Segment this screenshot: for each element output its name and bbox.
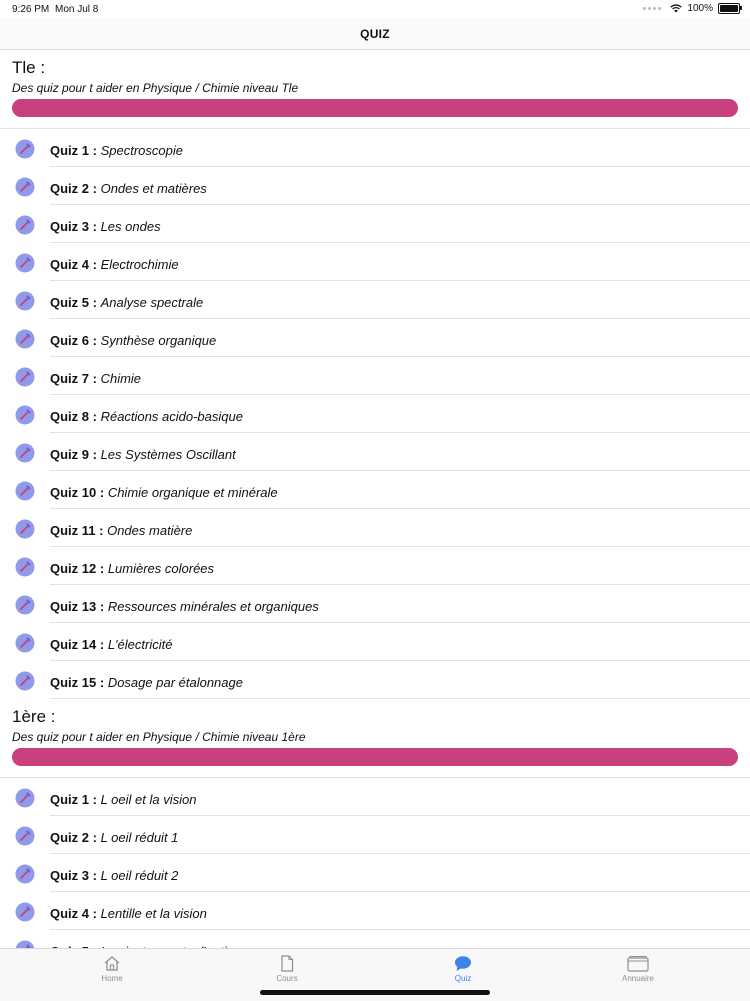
quiz-label xyxy=(50,907,207,921)
quiz-label xyxy=(50,600,319,614)
battery-icon xyxy=(718,3,740,14)
quiz-number: Quiz 8 : xyxy=(50,409,97,424)
quiz-icon xyxy=(15,481,35,501)
quiz-section xyxy=(0,699,750,778)
quiz-icon xyxy=(15,826,35,846)
quiz-list-item[interactable] xyxy=(0,471,750,509)
quiz-topic: Chimie organique et minérale xyxy=(107,485,278,500)
document-icon xyxy=(280,955,294,972)
quiz-number: Quiz 3 : xyxy=(50,868,97,883)
quiz-number: Quiz 13 : xyxy=(50,599,105,614)
quiz-number: Quiz 9 : xyxy=(50,447,97,462)
section-header xyxy=(0,699,750,766)
status-bar xyxy=(0,0,750,18)
quiz-list-item[interactable] xyxy=(0,357,750,395)
tab-label: Quiz xyxy=(454,974,472,983)
quiz-icon xyxy=(15,902,35,922)
page-title: QUIZ xyxy=(360,27,390,41)
quiz-topic: L oeil réduit 1 xyxy=(100,830,179,845)
section-progress-bar xyxy=(12,99,738,117)
quiz-label xyxy=(50,372,141,386)
quiz-topic: Electrochimie xyxy=(100,257,179,272)
quiz-list[interactable] xyxy=(0,50,750,948)
quiz-number: Quiz 1 : xyxy=(50,143,97,158)
quiz-label xyxy=(50,334,216,348)
multitasking-dots-icon xyxy=(643,7,661,10)
quiz-list-item[interactable] xyxy=(0,205,750,243)
quiz-icon xyxy=(15,253,35,273)
quiz-label xyxy=(50,220,161,234)
quiz-list-item[interactable] xyxy=(0,319,750,357)
quiz-label xyxy=(50,524,192,538)
quiz-icon xyxy=(15,788,35,808)
quiz-topic: Ondes et matières xyxy=(100,181,207,196)
quiz-icon xyxy=(15,405,35,425)
quiz-label xyxy=(50,182,207,196)
quiz-label xyxy=(50,793,196,807)
quiz-number: Quiz 2 : xyxy=(50,181,97,196)
quiz-topic: L oeil réduit 2 xyxy=(100,868,179,883)
quiz-icon xyxy=(15,139,35,159)
quiz-number: Quiz 14 : xyxy=(50,637,105,652)
quiz-number: Quiz 2 : xyxy=(50,830,97,845)
quiz-icon xyxy=(15,864,35,884)
quiz-topic: Lumières colorées xyxy=(107,561,215,576)
quiz-number: Quiz 6 : xyxy=(50,333,97,348)
quiz-label xyxy=(50,296,203,310)
quiz-list-item[interactable] xyxy=(0,623,750,661)
quiz-topic: Dosage par étalonnage xyxy=(107,675,243,690)
section-subtitle: Des quiz pour t aider en Physique / Chimie niveau Tle xyxy=(12,81,299,95)
section-title: 1ère : xyxy=(12,707,56,726)
quiz-label xyxy=(50,410,243,424)
quiz-number: Quiz 12 : xyxy=(50,561,105,576)
quiz-icon xyxy=(15,633,35,653)
quiz-topic: L'électricité xyxy=(107,637,173,652)
quiz-icon xyxy=(15,329,35,349)
tab-annuaire[interactable] xyxy=(588,955,688,983)
status-indicators xyxy=(643,3,740,14)
row-divider xyxy=(50,698,750,699)
quiz-label xyxy=(50,831,178,845)
quiz-list-item[interactable] xyxy=(0,167,750,205)
quiz-number: Quiz 5 : xyxy=(50,295,97,310)
quiz-list-item[interactable] xyxy=(0,243,750,281)
quiz-topic: Chimie xyxy=(100,371,142,386)
quiz-number: Quiz 4 : xyxy=(50,257,97,272)
quiz-topic: Ressources minérales et organiques xyxy=(107,599,319,614)
quiz-topic: Spectroscopie xyxy=(100,143,183,158)
home-icon xyxy=(103,955,121,972)
quiz-topic: Les ondes xyxy=(100,219,161,234)
quiz-list-item[interactable] xyxy=(0,661,750,699)
navigation-bar xyxy=(0,18,750,50)
section-progress-bar xyxy=(12,748,738,766)
home-indicator xyxy=(260,990,490,995)
tab-label: Home xyxy=(101,974,123,983)
quiz-icon xyxy=(15,291,35,311)
quiz-number: Quiz 15 : xyxy=(50,675,105,690)
quiz-topic: Réactions acido-basique xyxy=(100,409,243,424)
quiz-topic: Analyse spectrale xyxy=(100,295,204,310)
quiz-number: Quiz 4 : xyxy=(50,906,97,921)
tab-label: Annuaire xyxy=(621,974,655,983)
quiz-list-item[interactable] xyxy=(0,854,750,892)
quiz-label xyxy=(50,869,178,883)
tab-quiz[interactable] xyxy=(413,955,513,983)
quiz-number: Quiz 3 : xyxy=(50,219,97,234)
divider xyxy=(0,766,750,778)
battery-percent: 100% xyxy=(687,3,713,14)
quiz-list-item[interactable] xyxy=(0,816,750,854)
divider xyxy=(0,117,750,129)
quiz-number: Quiz 10 : xyxy=(50,485,105,500)
quiz-number: Quiz 11 : xyxy=(50,523,104,538)
quiz-label xyxy=(50,562,214,576)
quiz-label xyxy=(50,144,183,158)
quiz-topic: Lentille et la vision xyxy=(100,906,207,921)
quiz-number: Quiz 7 : xyxy=(50,371,97,386)
quiz-list-item[interactable] xyxy=(0,892,750,930)
quiz-number: Quiz 1 : xyxy=(50,792,97,807)
folder-icon xyxy=(627,955,649,972)
quiz-topic: Les Systèmes Oscillant xyxy=(100,447,236,462)
tab-label: Cours xyxy=(276,974,298,983)
quiz-icon xyxy=(15,215,35,235)
section-header xyxy=(0,50,750,117)
quiz-topic: Ondes matière xyxy=(107,523,193,538)
quiz-topic: L oeil et la vision xyxy=(100,792,197,807)
tab-cours[interactable] xyxy=(237,955,337,983)
quiz-label xyxy=(50,448,236,462)
quiz-list-item[interactable] xyxy=(0,433,750,471)
chat-bubble-icon xyxy=(454,955,472,972)
quiz-section xyxy=(0,50,750,129)
quiz-topic: Synthèse organique xyxy=(100,333,217,348)
quiz-list-item[interactable] xyxy=(0,585,750,623)
quiz-label xyxy=(50,258,179,272)
quiz-icon xyxy=(15,595,35,615)
quiz-list-item[interactable] xyxy=(0,547,750,585)
quiz-list-item[interactable] xyxy=(0,281,750,319)
quiz-icon xyxy=(15,557,35,577)
section-subtitle: Des quiz pour t aider en Physique / Chimie niveau 1ère xyxy=(12,730,306,744)
quiz-list-item[interactable] xyxy=(0,778,750,816)
quiz-icon xyxy=(15,519,35,539)
status-date: Mon Jul 8 xyxy=(55,4,99,15)
quiz-list-item[interactable] xyxy=(0,395,750,433)
section-title: Tle : xyxy=(12,58,46,77)
quiz-list-item[interactable] xyxy=(0,129,750,167)
quiz-icon xyxy=(15,367,35,387)
quiz-label xyxy=(50,676,243,690)
quiz-label xyxy=(50,486,278,500)
tab-home[interactable] xyxy=(62,955,162,983)
quiz-label xyxy=(50,638,172,652)
quiz-icon xyxy=(15,443,35,463)
quiz-icon xyxy=(15,177,35,197)
quiz-list-item[interactable] xyxy=(0,509,750,547)
quiz-icon xyxy=(15,671,35,691)
status-time: 9:26 PM xyxy=(12,4,50,15)
wifi-icon xyxy=(670,4,682,13)
